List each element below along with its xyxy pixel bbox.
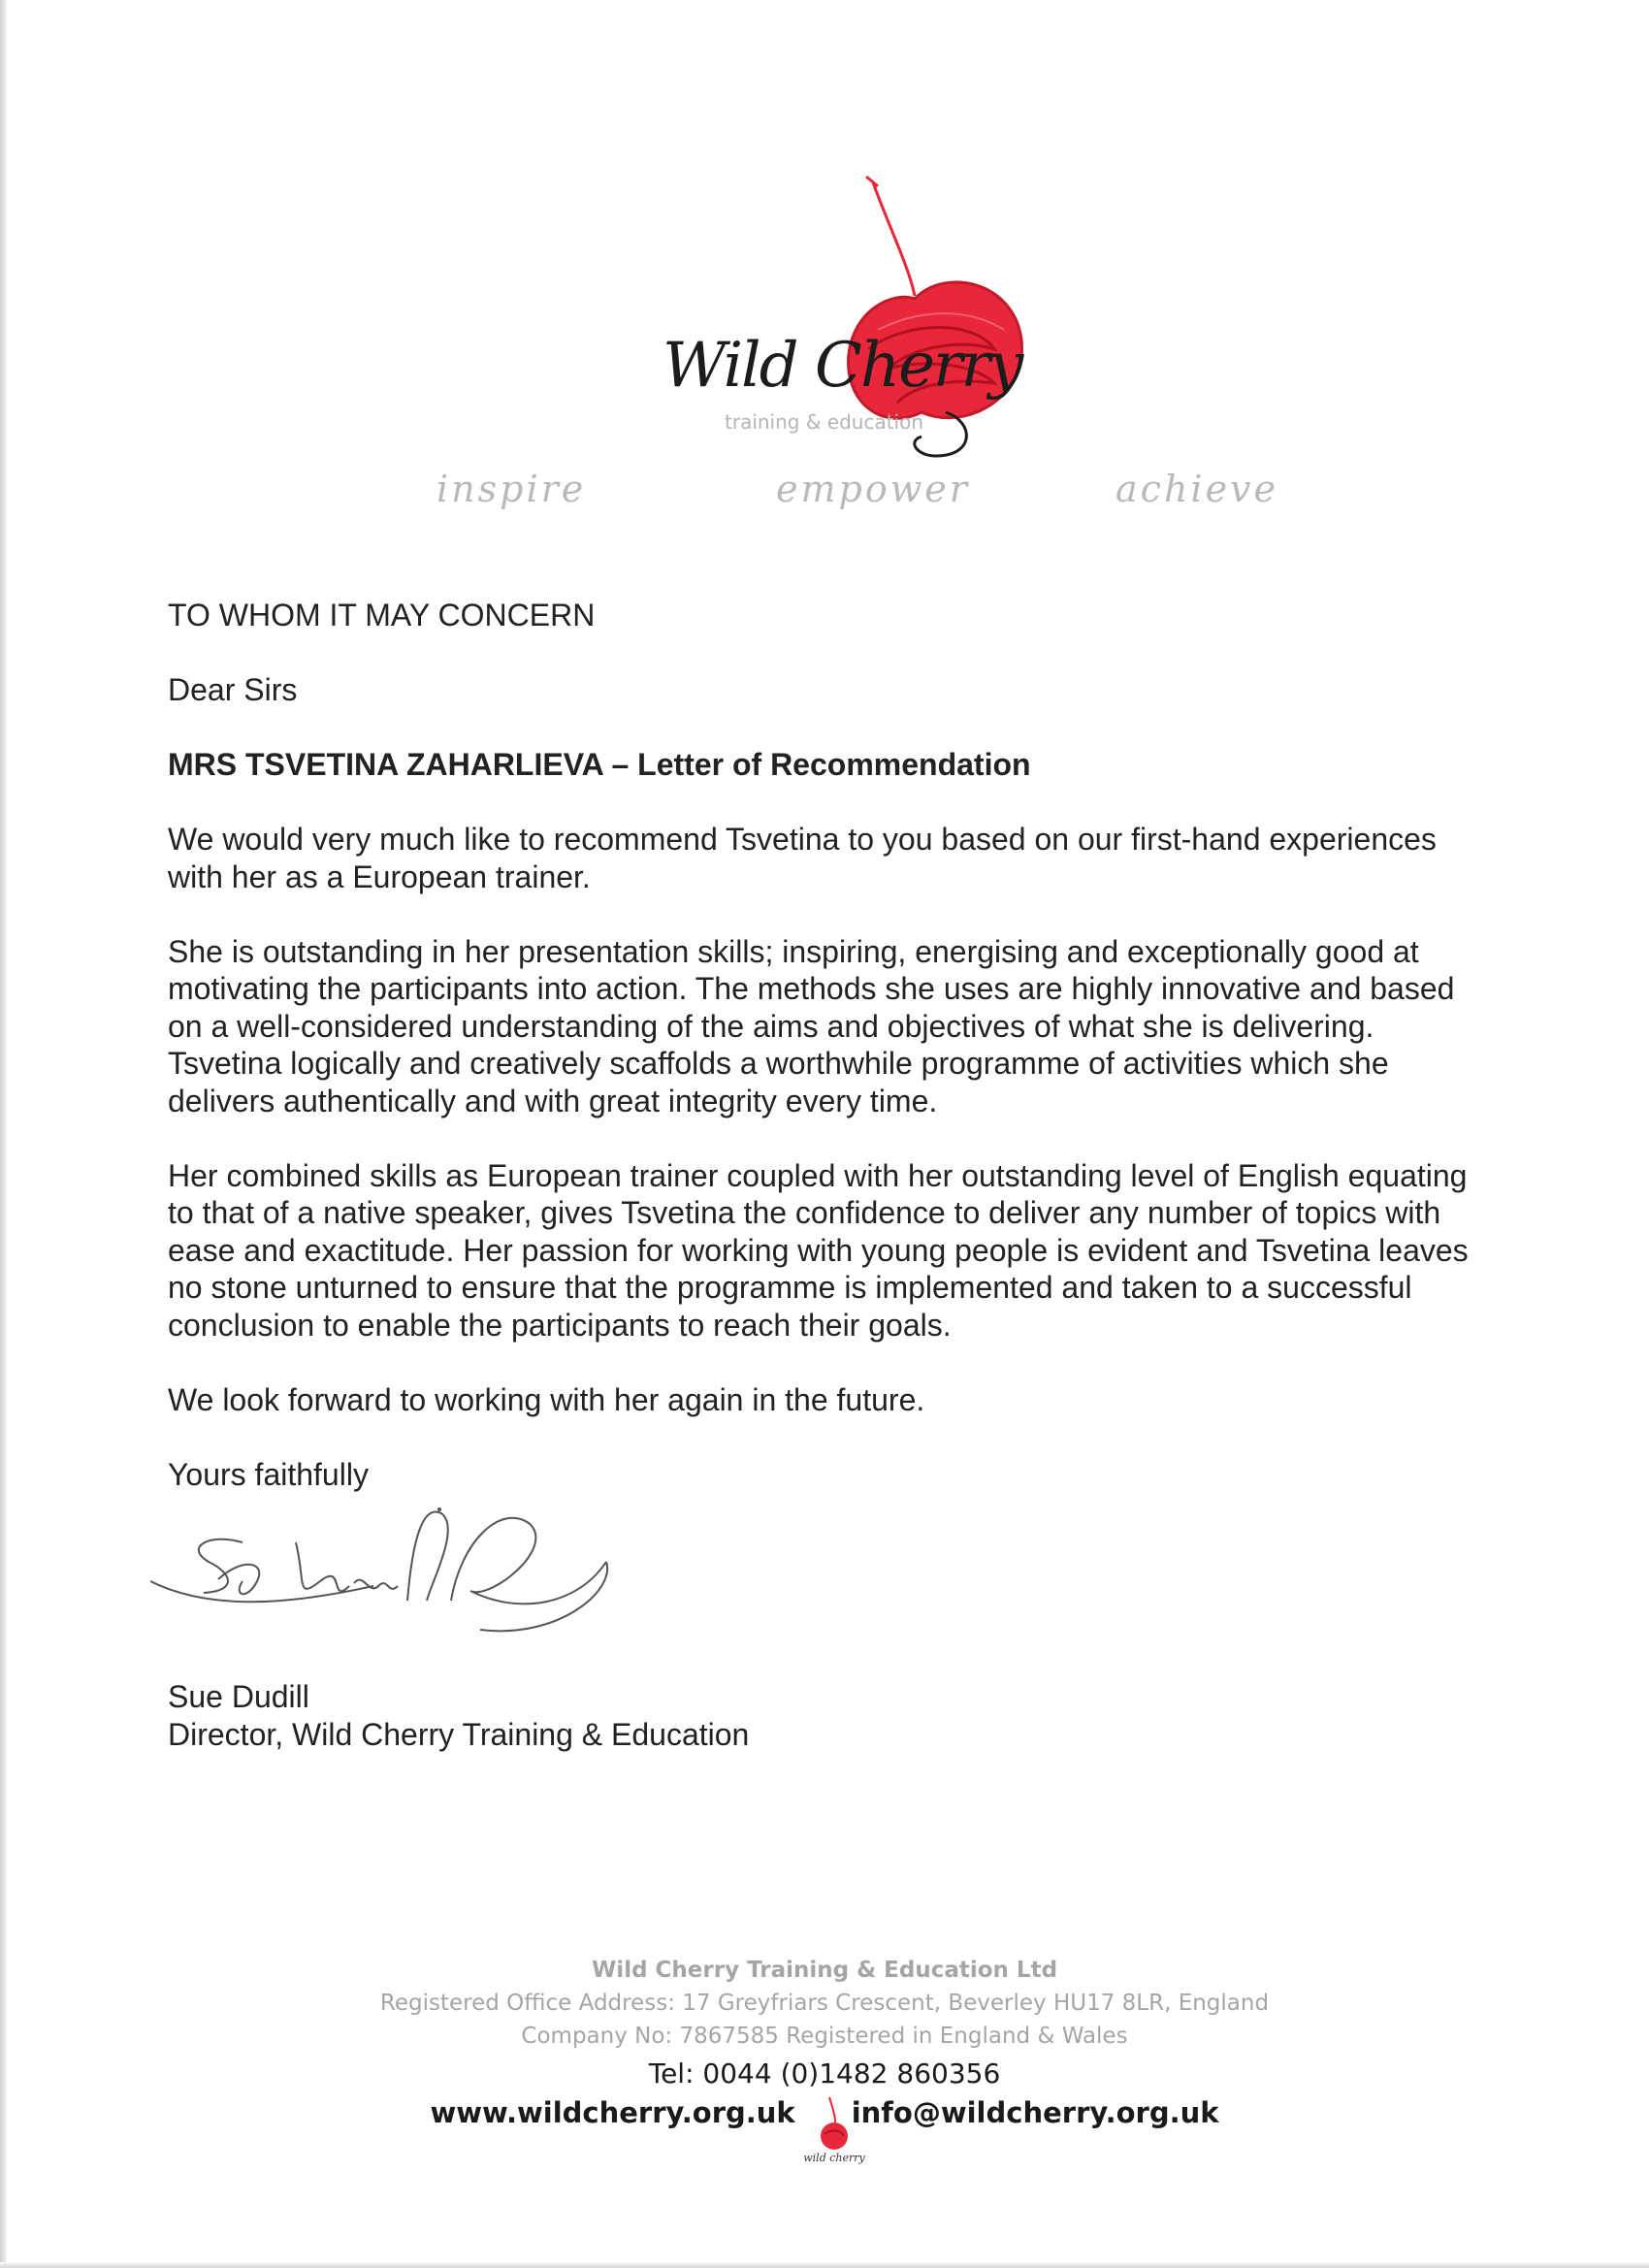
footer-website[interactable]: www.wildcherry.org.uk — [430, 2096, 795, 2129]
paragraph-3 — [168, 1157, 1545, 1345]
paragraph-line: Her combined skills as European trainer coupled with her outstanding level of English equating — [168, 1157, 1468, 1193]
handwritten-signature — [150, 1504, 655, 1649]
paragraph-line: with her as a European trainer. — [168, 859, 591, 894]
paragraph-line: ease and exactitude. Her passion for working with young people is evident and Tsvetina leaves — [168, 1232, 1469, 1268]
footer-address: Registered Office Address: 17 Greyfriars Crescent, Beverley HU17 8LR, England — [379, 1991, 1270, 2016]
brand-name: Wild Cherry — [663, 330, 1022, 402]
footer-telephone: Tel: 0044 (0)1482 860356 — [648, 2057, 1001, 2090]
paragraph-line: motivating the participants into action. The methods she uses are highly innovative and based — [168, 971, 1455, 1006]
footer-email[interactable]: info@wildcherry.org.uk — [851, 2096, 1219, 2129]
paragraph-2 — [168, 933, 1545, 1120]
paragraph-line: Tsvetina logically and creatively scaffolds a worthwhile programme of activities which she — [168, 1046, 1389, 1081]
footer-company: Wild Cherry Training & Education Ltd — [591, 1958, 1058, 1983]
paragraph-line: no stone unturned to ensure that the programme is implemented and taken to a successful — [168, 1270, 1412, 1305]
recipient-header: TO WHOM IT MAY CONCERN — [168, 598, 596, 632]
letter-body — [168, 597, 1545, 1493]
signer-name: Sue Dudill — [168, 1679, 309, 1714]
paragraph-line: We look forward to working with her again in the future. — [168, 1381, 925, 1417]
footer-registration: Company No: 7867585 Registered in England & Wales — [521, 2024, 1128, 2049]
brand-subtitle: training & education — [725, 410, 924, 434]
scan-edge-bottom — [0, 2262, 1649, 2268]
paragraph-line: on a well-considered understanding of the aims and objectives of what she is delivering. — [168, 1008, 1374, 1044]
tagline-empower: empower — [776, 468, 970, 510]
wild-cherry-logo — [655, 175, 1062, 466]
paragraph-line: We would very much like to recommend Tsvetina to you based on our first-hand experiences — [168, 822, 1437, 857]
paragraph-4 — [168, 1381, 1545, 1419]
paragraph-line: She is outstanding in her presentation skills; inspiring, energising and exceptionally good at — [168, 933, 1419, 969]
taglines — [427, 468, 1300, 526]
small-cherry-icon — [800, 2095, 868, 2154]
footer-logo-text: wild cherry — [803, 2152, 865, 2164]
tagline-achieve: achieve — [1116, 468, 1279, 510]
scan-edge-left — [0, 0, 7, 2268]
greeting: Dear Sirs — [168, 672, 298, 707]
paragraph-line: delivers authentically and with great integrity every time. — [168, 1083, 938, 1118]
signer-block — [168, 1678, 749, 1753]
letter-subject: MRS TSVETINA ZAHARLIEVA – Letter of Recommendation — [168, 747, 1031, 782]
footer-cherry-logo — [800, 2095, 868, 2173]
paragraph-line: to that of a native speaker, gives Tsvetina the confidence to deliver any number of topics with — [168, 1195, 1441, 1230]
paragraph-1 — [168, 821, 1545, 895]
signer-title: Director, Wild Cherry Training & Education — [168, 1716, 750, 1752]
closing: Yours faithfully — [168, 1456, 369, 1492]
tagline-inspire: inspire — [436, 468, 587, 510]
paragraph-line: conclusion to enable the participants to reach their goals. — [168, 1307, 952, 1343]
